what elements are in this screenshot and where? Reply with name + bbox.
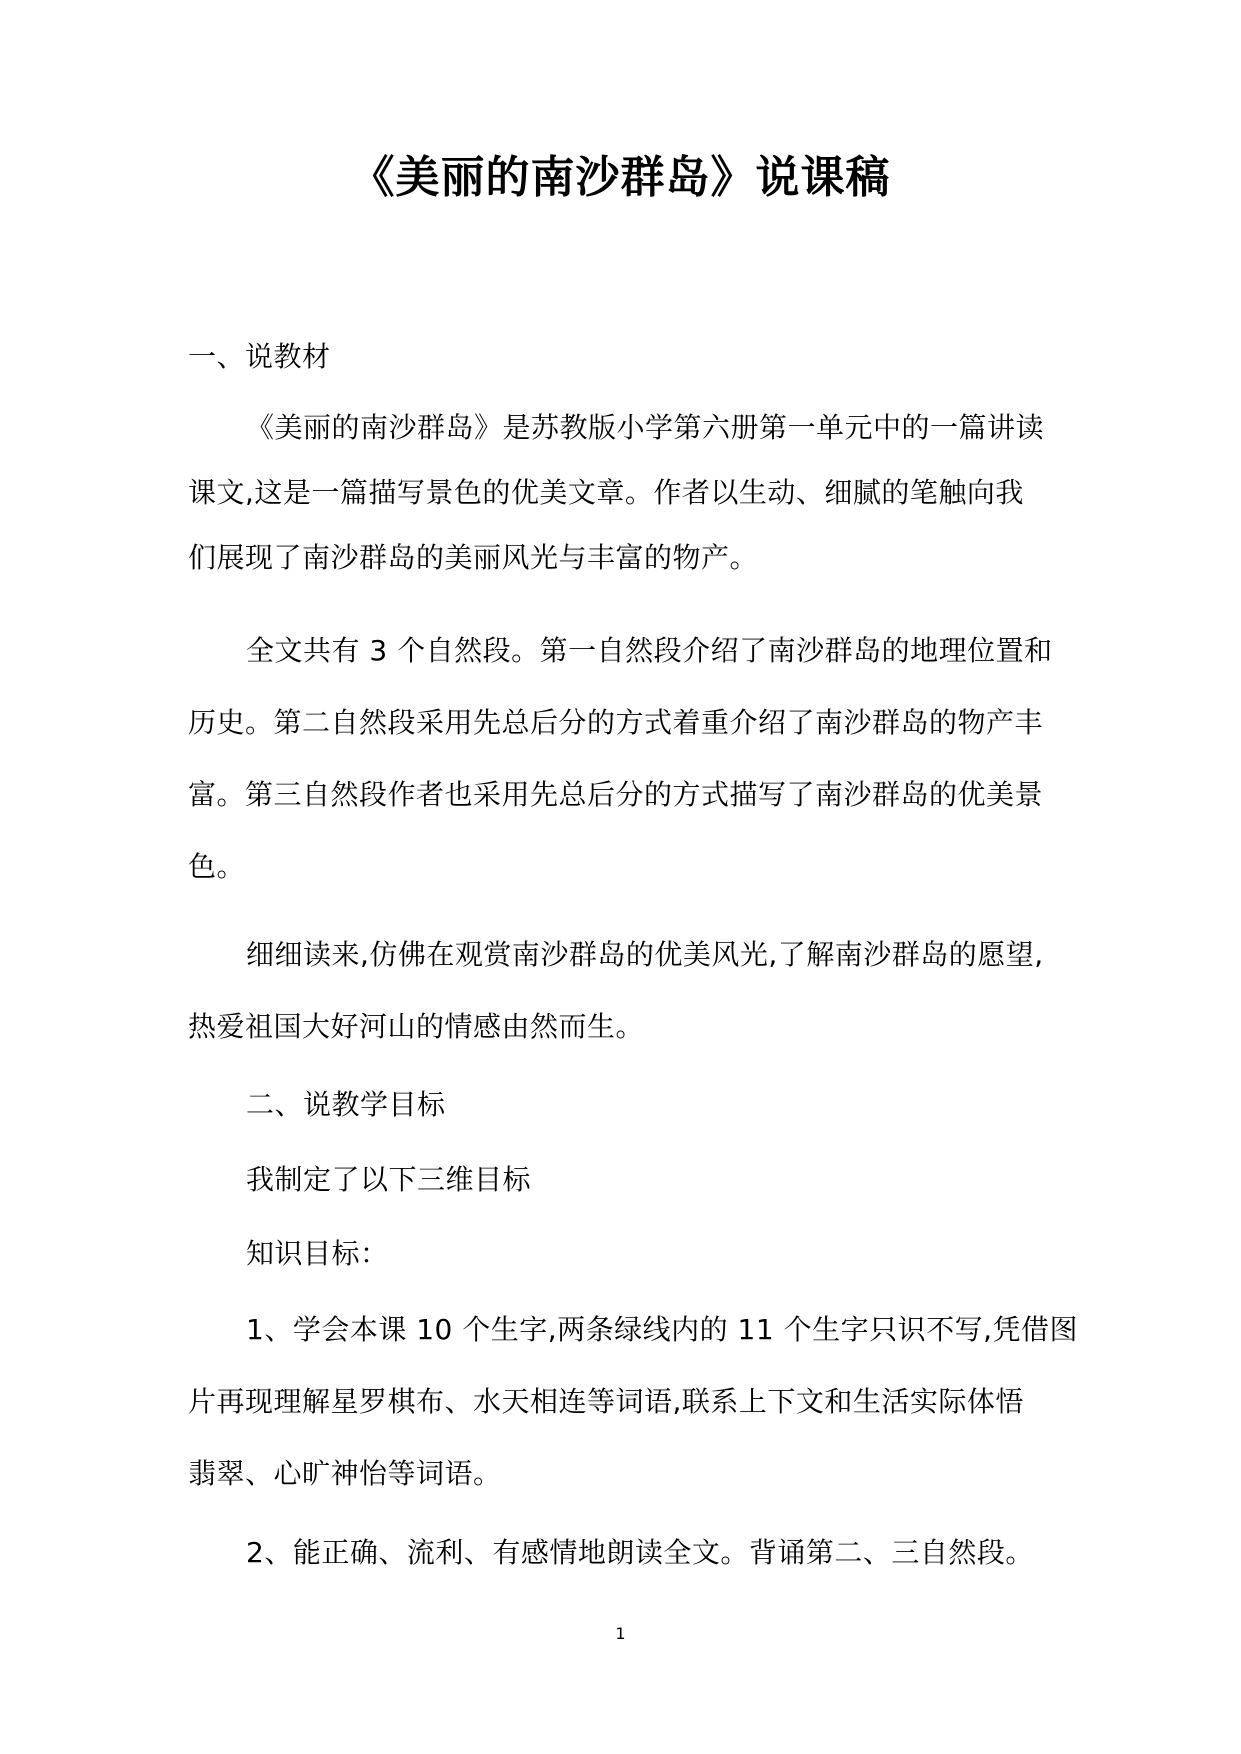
- paragraph-line: 们展现了南沙群岛的美丽风光与丰富的物产。: [188, 541, 759, 574]
- page-number: 1: [615, 1624, 626, 1643]
- list-item-line: 1、学会本课 10 个生字,两条绿线内的 11 个生字只识不写,凭借图: [246, 1313, 1078, 1346]
- list-item-line: 翡翠、心旷神怡等词语。: [188, 1457, 502, 1490]
- paragraph-line: 我制定了以下三维目标: [246, 1163, 532, 1196]
- paragraph-line: 色。: [188, 850, 246, 883]
- paragraph-line: 历史。第二自然段采用先总后分的方式着重介绍了南沙群岛的物产丰: [188, 706, 1044, 739]
- document-title: 《美丽的南沙群岛》说课稿: [350, 152, 891, 203]
- paragraph-line: 全文共有 3 个自然段。第一自然段介绍了南沙群岛的地理位置和: [246, 634, 1053, 667]
- paragraph-line: 细细读来,仿佛在观赏南沙群岛的优美风光,了解南沙群岛的愿望,: [246, 938, 1044, 971]
- paragraph-line: 富。第三自然段作者也采用先总后分的方式描写了南沙群岛的优美景: [188, 778, 1044, 811]
- paragraph-line: 热爱祖国大好河山的情感由然而生。: [188, 1010, 645, 1043]
- list-item-line: 2、能正确、流利、有感情地朗读全文。背诵第二、三自然段。: [246, 1536, 1034, 1569]
- paragraph-line: 《美丽的南沙群岛》是苏教版小学第六册第一单元中的一篇讲读: [246, 411, 1045, 444]
- list-item-line: 片再现理解星罗棋布、水天相连等词语,联系上下文和生活实际体悟: [188, 1385, 1024, 1418]
- subheading-knowledge-objectives: 知识目标：: [246, 1237, 389, 1270]
- section-heading-teaching-material: 一、说教材: [188, 340, 331, 373]
- section-heading-teaching-objectives: 二、说教学目标: [246, 1088, 446, 1121]
- paragraph-line: 课文,这是一篇描写景色的优美文章。作者以生动、细腻的笔触向我: [188, 476, 1024, 509]
